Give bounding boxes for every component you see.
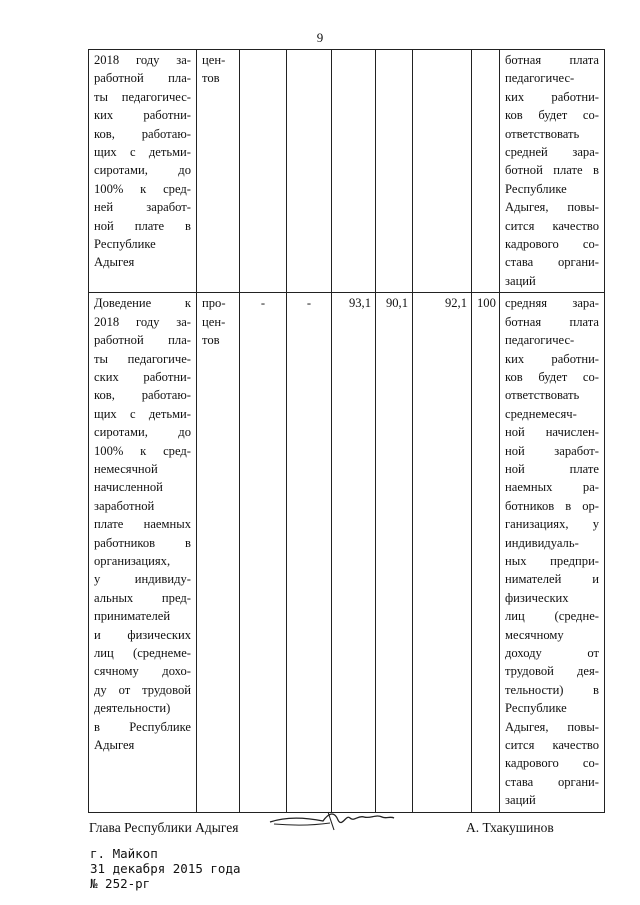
result-cell (500, 50, 605, 293)
text-line: ков, работаю- (94, 388, 191, 403)
text-line: средняя зара- (505, 296, 599, 311)
place-text: г. Майкоп (90, 846, 158, 861)
value-2016: 93,1 (332, 293, 376, 812)
text-line: работной пла- (94, 333, 191, 348)
text-line: Доведение к (94, 296, 191, 311)
value-target: 100 (472, 293, 500, 812)
text-line: ты педагогичес- (94, 89, 191, 104)
text-line: тельности) в (505, 682, 599, 697)
text-line: лиц (среднеме- (94, 646, 191, 660)
indicator-text (94, 294, 191, 754)
indicator-text (94, 51, 191, 272)
text-line: Адыгея, повы- (505, 200, 599, 215)
document-place-date (90, 846, 241, 891)
value-2014: - (240, 293, 287, 812)
handwritten-signature (268, 806, 398, 834)
table-row (89, 50, 605, 293)
text-line: Адыгея, повы- (505, 719, 599, 734)
text-line: 100% к сред- (94, 443, 191, 458)
signatory-name: А. Тхакушинов (466, 820, 554, 835)
value-cell (332, 50, 376, 293)
text-line: принимателей (94, 609, 171, 624)
text-line: и физических (94, 627, 191, 642)
result-cell (500, 293, 605, 812)
text-line: кадрового со- (505, 756, 599, 771)
text-line: тов (202, 71, 220, 86)
text-line: 2018 году за- (94, 314, 191, 329)
text-line: нимателей и (505, 572, 599, 587)
value-cell (376, 50, 413, 293)
signatory-position: Глава Республики Адыгея (89, 820, 239, 835)
document-number: № 252-рг (90, 876, 151, 891)
text-line: ботной плате в (505, 163, 599, 178)
text-line: педагогичес- (505, 71, 575, 86)
text-line: деятельности) (94, 701, 171, 716)
text-line: ких работни- (94, 108, 191, 123)
text-line: ких работни- (505, 351, 599, 366)
value-cell (287, 50, 332, 293)
text-line: лиц (средне- (505, 609, 599, 624)
text-line: про- (202, 296, 226, 311)
text-line: ков, работаю- (94, 126, 191, 141)
text-line: ответствовать (505, 126, 580, 141)
text-line: ной плате (505, 461, 599, 476)
text-line: сится качество (505, 218, 599, 233)
text-line: организациях, (94, 553, 171, 568)
text-line: месячному (505, 627, 564, 642)
text-line: заций (505, 793, 536, 808)
text-line: Адыгея (94, 738, 135, 753)
text-line: ных предпри- (505, 553, 599, 568)
text-line: заций (505, 273, 536, 288)
text-line: трудовой дея- (505, 664, 599, 679)
text-line: начисленной (94, 480, 163, 495)
text-line: 2018 году за- (94, 53, 191, 67)
text-line: ду от трудовой (94, 682, 191, 697)
value-2015: - (287, 293, 332, 812)
indicator-cell (89, 293, 197, 812)
text-line: Республике (505, 701, 567, 716)
text-line: работников в (94, 535, 191, 550)
value-cell (413, 50, 472, 293)
text-line: в Республике (94, 719, 191, 734)
text-line: ной заработ- (505, 443, 599, 458)
result-text (505, 51, 599, 290)
text-line: ты педагогиче- (94, 351, 191, 366)
text-line: ких работни- (505, 89, 599, 104)
result-text (505, 294, 599, 809)
text-line: работной пла- (94, 71, 191, 86)
text-line: ответствовать (505, 388, 580, 403)
text-line: кадрового со- (505, 237, 599, 252)
text-line: сячному дохо- (94, 664, 191, 679)
text-line: у индивиду- (94, 572, 191, 587)
text-line: ботная плата (505, 314, 599, 329)
value-2017: 90,1 (376, 293, 413, 812)
text-line: альных пред- (94, 590, 191, 605)
text-line: педагогичес- (505, 333, 575, 348)
indicator-cell (89, 50, 197, 293)
unit-cell (197, 293, 240, 812)
text-line: физических (505, 590, 569, 605)
text-line: става органи- (505, 255, 599, 270)
value-cell (240, 50, 287, 293)
text-line: плате наемных (94, 517, 191, 532)
text-line: Республике (505, 181, 567, 196)
unit-text (202, 51, 234, 88)
text-line: сиротами, до (94, 163, 191, 178)
text-line: тов (202, 333, 220, 348)
text-line: наемных ра- (505, 480, 599, 495)
text-line: щих с детьми- (94, 406, 191, 421)
text-line: ботников в ор- (505, 498, 599, 513)
text-line: доходу от (505, 646, 599, 660)
text-line: заработной (94, 498, 155, 513)
text-line: немесячной (94, 461, 158, 476)
text-line: цен- (202, 53, 226, 67)
text-line: ной начислен- (505, 425, 599, 440)
program-table (88, 49, 605, 813)
text-line: средней зара- (505, 145, 599, 160)
text-line: ков будет со- (505, 369, 599, 384)
text-line: среднемесяч- (505, 406, 577, 421)
text-line: ной плате в (94, 218, 191, 233)
text-line: сиротами, до (94, 425, 191, 440)
value-2018: 92,1 (413, 293, 472, 812)
text-line: щих с детьми- (94, 145, 191, 160)
text-line: сится качество (505, 738, 599, 753)
page-number: 9 (316, 30, 324, 45)
text-line: индивидуаль- (505, 535, 579, 550)
value-cell (472, 50, 500, 293)
text-line: цен- (202, 314, 226, 329)
text-line: Республике (94, 237, 156, 252)
text-line: 100% к сред- (94, 181, 191, 196)
text-line: Адыгея (94, 255, 135, 270)
text-line: ботная плата (505, 53, 599, 67)
text-line: ней заработ- (94, 200, 191, 215)
text-line: става органи- (505, 774, 599, 789)
unit-text (202, 294, 234, 349)
table-row (89, 293, 605, 812)
text-line: ков будет со- (505, 108, 599, 123)
unit-cell (197, 50, 240, 293)
text-line: ских работни- (94, 369, 191, 384)
date-text: 31 декабря 2015 года (90, 861, 241, 876)
text-line: ганизациях, у (505, 517, 599, 532)
